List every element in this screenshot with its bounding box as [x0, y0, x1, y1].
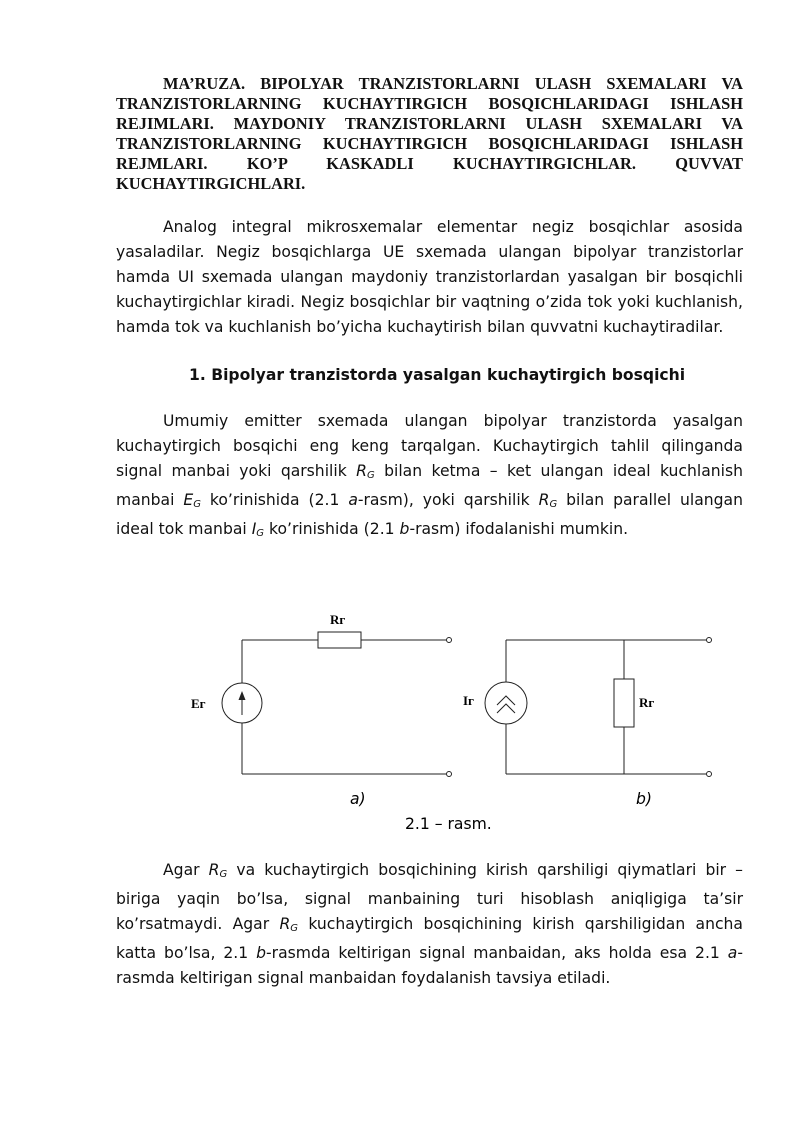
resistor-symbol: [318, 632, 361, 648]
text-run: ko’rinishida (2.1: [264, 520, 400, 538]
resistor-label-a: Rг: [330, 612, 346, 627]
text-run: Umumiy emitter sxemada ulangan bipolyar tranzistorda yasalgan kuchaytirgich bosqichi eng keng tarqalgan. Kuchaytirgich tahlil qilinganda signal manbai yoki qarshilik: [116, 412, 743, 480]
circuit-a: [222, 632, 452, 777]
math-subscript: G: [366, 470, 375, 481]
document-page: [116, 74, 743, 546]
figure-ref: b: [399, 520, 410, 538]
figure-ref: a: [348, 491, 358, 509]
text-run: ko’rinishida (2.1: [200, 491, 349, 509]
paragraph-recommendation: [116, 858, 743, 991]
circuit-b: [485, 638, 712, 777]
source-label-b: Iг: [463, 693, 474, 708]
figure-ref: b: [256, 944, 267, 962]
math-subscript: G: [256, 528, 265, 539]
math-symbol: R: [279, 915, 291, 933]
terminal-icon: [707, 638, 712, 643]
text-run: -rasm) ifodalanishi mumkin.: [409, 520, 629, 538]
figure-ref: a: [727, 944, 738, 962]
current-source-icon: [485, 682, 527, 724]
caption-a: a): [350, 790, 366, 808]
math-symbol: R: [356, 462, 367, 480]
math-symbol: I: [251, 520, 257, 538]
lecture-title: MA’RUZA. BIPOLYAR TRANZISTORLARNI ULASH SXEMALARI VA TRANZISTORLARNING KUCHAYTIRGICH BOSQICHLARIDAGI ISHLASH REJIMLARI. MAYDONIY TRANZISTORLARNI ULASH SXEMALARI VA TRANZISTORLARNING KUCHAYTIRGICH BOSQICHLARIDAGI ISHLASH REJMLARI. KO’P KASKADLI KUCHAYTIRGICHLAR. QUVVAT KUCHAYTIRGICHLARI.: [116, 74, 743, 193]
terminal-icon: [447, 772, 452, 777]
document-page-bottom: [116, 858, 743, 991]
text-run: bilan parallel ulangan ideal tok manbai: [116, 491, 743, 538]
section-heading: 1. Bipolyar tranzistorda yasalgan kuchaytirgich bosqichi: [189, 366, 686, 384]
text-run: va kuchaytirgich bosqichining kirish qarshiligi qiymatlari bir – biriga yaqin bo’lsa, signal manbaining turi hisoblash aniqligiga ta’sir ko’rsatmaydi. Agar: [116, 861, 743, 933]
resistor-symbol: [614, 679, 634, 727]
math-subscript: G: [193, 499, 201, 510]
math-symbol: R: [208, 861, 220, 879]
terminal-icon: [447, 638, 452, 643]
text-run: Agar: [163, 861, 209, 879]
text-run: bilan ketma – ket ulangan ideal kuchlanish manbai: [116, 462, 743, 509]
circuit-figure: [0, 605, 800, 835]
math-subscript: G: [290, 923, 299, 934]
figure-caption: 2.1 – rasm.: [405, 815, 492, 833]
text-run: kuchaytirgich bosqichining kirish qarshiligidan ancha katta bo’lsa, 2.1: [116, 915, 743, 962]
math-subscript: G: [219, 869, 228, 880]
paragraph-signal-source: [116, 409, 743, 546]
source-label-a: Eг: [191, 696, 206, 711]
resistor-label-b: Rг: [639, 695, 655, 710]
terminal-icon: [707, 772, 712, 777]
math-symbol: E: [183, 491, 194, 509]
text-run: -rasmda keltirigan signal manbaidan, aks holda esa 2.1: [266, 944, 728, 962]
caption-b: b): [636, 790, 652, 808]
math-subscript: G: [549, 499, 558, 510]
math-symbol: R: [538, 491, 550, 509]
text-run: -rasmda keltirigan signal manbaidan foydalanish tavsiya etiladi.: [116, 944, 743, 987]
text-run: -rasm), yoki qarshilik: [357, 491, 539, 509]
intro-paragraph: Analog integral mikrosxemalar elementar negiz bosqichlar asosida yasaladilar. Negiz bosqichlarga UE sxemada ulangan bipolyar tranzistorlar hamda UI sxemada ulangan maydoniy tranzistorlardan yasalgan bir bosqichli kuchaytirgichlar kiradi. Negiz bosqichlar bir vaqtning o’zida tok yoki kuchlanish, hamda tok va kuchlanish bo’yicha kuchaytirish bilan quvvatni kuchaytiradilar.: [116, 218, 743, 336]
